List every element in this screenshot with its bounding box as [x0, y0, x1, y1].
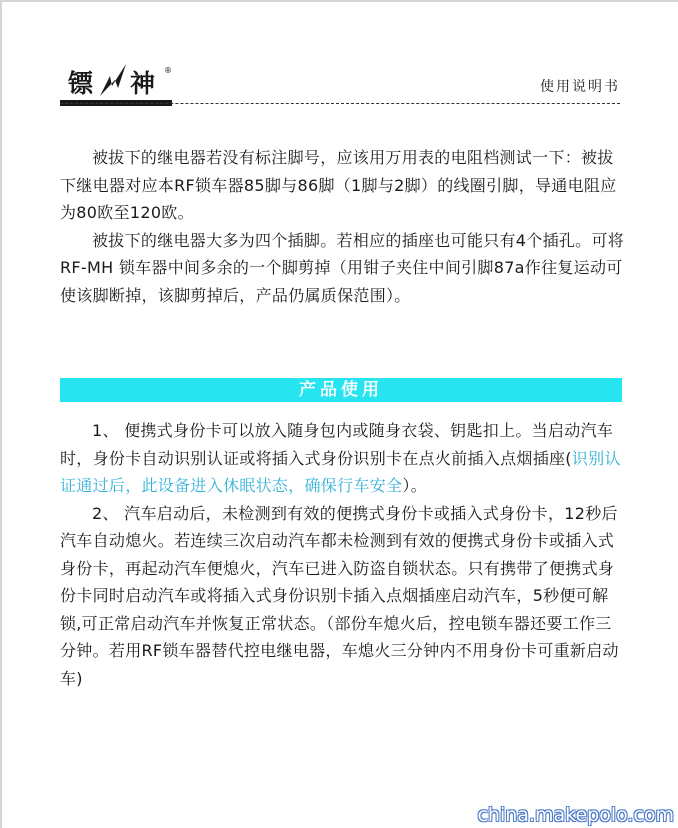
usage-item-1-text: 1、 便携式身份卡可以放入随身包内或随身衣袋、钥匙扣上。当启动汽车时，身份卡自动识别认证或将插入式身份识别卡在点火前插入点烟插座(	[60, 421, 614, 468]
page-top-border	[0, 0, 678, 2]
page-left-border	[0, 0, 2, 828]
lightning-bolt-icon	[98, 62, 130, 98]
registered-mark: ®	[164, 66, 172, 75]
watermark: china.makepolo.com	[477, 804, 674, 826]
usage-item-1-end: ）。	[402, 476, 427, 495]
logo-char-2: 神	[130, 69, 156, 98]
intro-paragraph-1: 被拔下的继电器若没有标注脚号，应该用万用表的电阻档测试一下：被拔下继电器对应本RF锁车器85脚与86脚（1脚与2脚）的线圈引脚，导通电阻应为80欧至120欧。	[60, 148, 617, 222]
usage-item-1	[60, 417, 625, 500]
usage-section	[60, 417, 625, 692]
usage-item-2: 2、 汽车启动后，未检测到有效的便携式身份卡或插入式身份卡，12秒后汽车自动熄火。若连续三次启动汽车都未检测到有效的便携式身份卡或插入式身份卡，再起动汽车便熄火，汽车已进入防盗自锁状态。只有携带了便携式身份卡同时启动汽车或将插入式身份识别卡插入点烟插座启动汽车，5秒便可解锁,可正常启动汽车并恢复正常状态。（部份车熄火后，控电锁车器还要工作三分钟。若用RF锁车器替代控电继电器，车熄火三分钟内不用身份卡可重新启动车)	[60, 503, 619, 688]
header-dashed-divider	[60, 103, 620, 104]
manual-title: 使用说明书	[540, 79, 620, 95]
logo-char-1: 镖	[68, 69, 94, 98]
usage-item-1-highlight: 识别认证通过后，此设备进入休眠状态，确保行车安全	[60, 448, 621, 495]
brand-logo	[68, 62, 178, 102]
intro-paragraph-2: 被拔下的继电器大多为四个插脚。若相应的插座也可能只有4个插孔。可将 RF-MH 锁车器中间多余的一个脚剪掉（用钳子夹住中间引脚87a作往复运动可使该脚断掉，该脚剪掉后，产品仍属质保范围）。	[60, 230, 625, 305]
section-header-bar	[60, 378, 622, 402]
section-title: 产品使用	[299, 380, 383, 400]
intro-section	[60, 144, 625, 309]
